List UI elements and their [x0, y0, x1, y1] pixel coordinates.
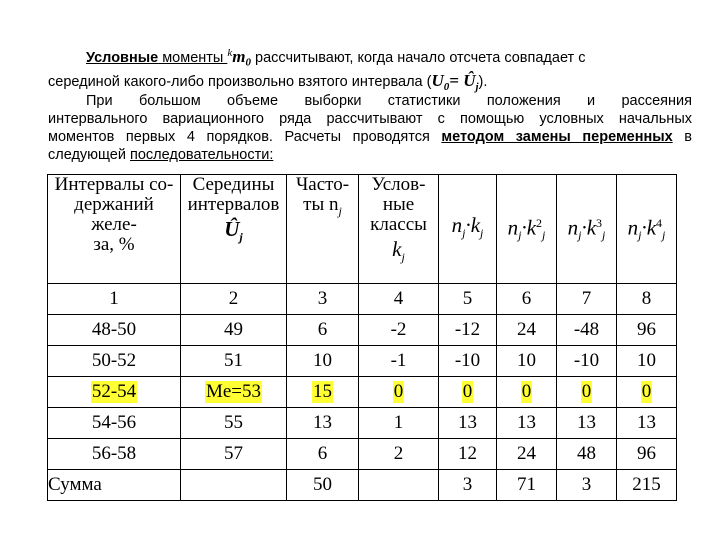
table-cell: [439, 346, 497, 377]
table-cell: [439, 315, 497, 346]
cell-value: 96: [637, 443, 656, 464]
symbol-uj: = Û: [449, 70, 476, 90]
cell-value: Сумма: [48, 474, 102, 495]
table-cell: [497, 346, 557, 377]
table-cell: [617, 284, 677, 315]
cell-value: 54-56: [91, 412, 137, 433]
table-cell: [287, 315, 359, 346]
header-midpoints: [181, 175, 287, 284]
cell-value: 13: [458, 412, 477, 433]
table-cell: [359, 470, 439, 501]
table-cell: [359, 377, 439, 408]
table-cell: [617, 346, 677, 377]
header-nk2-sub2: j: [542, 228, 546, 243]
header-midpoints-l1: Середины: [192, 174, 275, 195]
header-classes-symbol: k: [392, 237, 402, 261]
cell-value: 8: [641, 288, 652, 309]
header-midpoints-sub: j: [239, 229, 243, 244]
table-cell: [439, 377, 497, 408]
header-nk2-k: ·k: [521, 215, 537, 240]
text-p1-end: ).: [478, 73, 488, 90]
table-cell: [557, 315, 617, 346]
header-nk2-sub1: j: [518, 228, 522, 243]
header-frequencies-l1: Часто-: [295, 174, 350, 195]
table-cell: [617, 377, 677, 408]
cell-value: 13: [517, 412, 536, 433]
header-nk4-sup: 4: [656, 215, 663, 230]
table-row: [48, 315, 677, 346]
cell-value: 0: [521, 381, 532, 402]
header-nk4-sub2: j: [662, 228, 666, 243]
table-cell: [48, 377, 181, 408]
cell-value: 15: [313, 381, 332, 402]
cell-value: 3: [581, 474, 592, 495]
cell-value: 24: [517, 443, 536, 464]
cell-value: 52-54: [91, 381, 137, 402]
cell-value: 1: [109, 288, 119, 309]
table-row: [48, 284, 677, 315]
header-nk4: [617, 175, 677, 284]
table-cell: [48, 439, 181, 470]
header-frequencies-l2: ты n: [303, 194, 339, 215]
header-nk4-k: ·k: [641, 215, 657, 240]
text-moments: моменты: [158, 49, 228, 66]
cell-value: 96: [637, 319, 656, 340]
cell-value: 13: [577, 412, 596, 433]
table-row-total: [48, 470, 677, 501]
table-cell: [181, 377, 287, 408]
cell-value: -2: [390, 319, 407, 340]
header-nk2: [497, 175, 557, 284]
table-cell: [617, 470, 677, 501]
header-midpoints-l2: интервалов: [187, 194, 280, 215]
cell-value: -48: [573, 319, 600, 340]
header-classes: [359, 175, 439, 284]
term-conditional: Условные: [86, 49, 159, 66]
table-cell: [359, 284, 439, 315]
table-header-row: [48, 175, 677, 284]
header-frequencies-sub: j: [338, 203, 342, 218]
table-cell: [617, 315, 677, 346]
cell-value: 0: [462, 381, 473, 402]
table-cell: [439, 284, 497, 315]
cell-value: 24: [517, 319, 536, 340]
cell-value: 2: [228, 288, 239, 309]
paragraph-1: [48, 44, 692, 96]
table-cell: [497, 439, 557, 470]
table-cell: [181, 346, 287, 377]
cell-value: 6: [317, 319, 328, 340]
table-cell: [497, 408, 557, 439]
table-cell: [439, 408, 497, 439]
table-row: [48, 346, 677, 377]
header-nk3-k: ·k: [581, 215, 597, 240]
cell-value: 10: [637, 350, 656, 371]
header-nk2-n: n: [507, 215, 519, 240]
text-p2-line3-end: в: [672, 129, 692, 145]
symbol-k: k: [227, 47, 233, 59]
header-nk-sub2: j: [480, 225, 484, 240]
header-classes-l2: ные: [382, 194, 415, 215]
header-classes-l1: Услов-: [371, 174, 426, 195]
header-frequencies: [287, 175, 359, 284]
table-cell: [181, 408, 287, 439]
table-cell: [48, 408, 181, 439]
header-nk3: [557, 175, 617, 284]
text-p1-rest: рассчитывают, когда начало отсчета совпадает с: [251, 49, 586, 66]
text-p2-line2: интервального вариационного ряда рассчитывают с помощью условных начальных: [48, 111, 692, 127]
cell-value: 1: [393, 412, 404, 433]
table-cell: [287, 470, 359, 501]
text-sequence: последовательности:: [130, 147, 274, 163]
cell-value: -10: [454, 350, 481, 371]
header-nk2-sup: 2: [536, 215, 543, 230]
header-nk-k: ·k: [465, 213, 481, 238]
header-nk3-n: n: [567, 215, 579, 240]
table-cell: [181, 284, 287, 315]
table-cell: [359, 346, 439, 377]
cell-value: -10: [573, 350, 600, 371]
cell-value: 2: [393, 443, 404, 464]
cell-value: 49: [224, 319, 243, 340]
table-cell: [557, 377, 617, 408]
symbol-m: m: [232, 46, 246, 66]
cell-value: 48: [577, 443, 596, 464]
table-cell: [557, 439, 617, 470]
table-cell: [497, 284, 557, 315]
table-cell: [557, 470, 617, 501]
header-nk: [439, 175, 497, 284]
header-intervals-l4: за, %: [93, 234, 135, 255]
text-p2-line4: следующей: [48, 147, 131, 163]
header-intervals: [48, 175, 181, 284]
cell-value: 3: [462, 474, 473, 495]
table-cell: [48, 346, 181, 377]
header-intervals-l1: Интервалы со-: [54, 174, 174, 195]
table-cell: [497, 377, 557, 408]
table-cell: [48, 315, 181, 346]
header-nk3-sub2: j: [602, 228, 606, 243]
cell-value: 55: [224, 412, 243, 433]
table-cell: [617, 408, 677, 439]
header-nk4-sub1: j: [638, 228, 642, 243]
cell-value: 6: [317, 443, 328, 464]
table-cell: [359, 439, 439, 470]
cell-value: 5: [462, 288, 473, 309]
table-cell: [439, 470, 497, 501]
cell-value: 0: [641, 381, 652, 402]
table-cell: [181, 439, 287, 470]
table-cell: [557, 408, 617, 439]
cell-value: 4: [393, 288, 404, 309]
table-cell: [287, 284, 359, 315]
table-cell: [439, 439, 497, 470]
cell-value: 0: [581, 381, 592, 402]
cell-value: 6: [521, 288, 532, 309]
table-cell: [287, 377, 359, 408]
cell-value: -1: [390, 350, 407, 371]
header-classes-l3: классы: [370, 214, 427, 235]
cell-value: 10: [517, 350, 536, 371]
cell-value: 12: [458, 443, 477, 464]
cell-value: 50-52: [91, 350, 137, 371]
paragraph-2: [48, 92, 692, 164]
header-classes-sub: j: [401, 249, 405, 264]
header-intervals-l3: желе-: [91, 214, 137, 235]
table-cell: [48, 284, 181, 315]
cell-value: 56-58: [91, 443, 137, 464]
table-row: [48, 377, 677, 408]
cell-value: 48-50: [91, 319, 137, 340]
table-row: [48, 408, 677, 439]
header-nk3-sub1: j: [578, 228, 582, 243]
data-table: [47, 174, 677, 501]
cell-value: 7: [581, 288, 592, 309]
term-variable-substitution: методом замены переменных: [441, 129, 673, 145]
header-nk4-n: n: [627, 215, 639, 240]
cell-value: 215: [632, 474, 661, 495]
cell-value: 50: [313, 474, 332, 495]
cell-value: 3: [317, 288, 328, 309]
symbol-uj-sub: j: [475, 80, 479, 93]
cell-value: Me=53: [205, 381, 262, 402]
table-cell: [497, 470, 557, 501]
table-cell: [359, 315, 439, 346]
cell-value: 0: [393, 381, 404, 402]
cell-value: 13: [313, 412, 332, 433]
cell-value: -12: [454, 319, 481, 340]
cell-value: 57: [224, 443, 243, 464]
header-intervals-l2: держаний: [74, 194, 154, 215]
cell-value: 71: [517, 474, 536, 495]
table-cell: [181, 315, 287, 346]
table-cell: [557, 284, 617, 315]
cell-value: 13: [637, 412, 656, 433]
cell-value: 10: [313, 350, 332, 371]
text-p1-line2: серединой какого-либо произвольно взятого интервала (: [48, 73, 432, 90]
table-cell: [287, 346, 359, 377]
symbol-m-sub: 0: [245, 56, 251, 69]
text-p2-line1: При большом объеме выборки статистики положения и рассеяния: [86, 93, 692, 109]
table-cell: [359, 408, 439, 439]
cell-value: 51: [224, 350, 243, 371]
symbol-u0: U: [431, 70, 444, 90]
table-row: [48, 439, 677, 470]
table-cell: [557, 346, 617, 377]
header-midpoints-symbol: Û: [224, 217, 240, 241]
table-cell: [181, 470, 287, 501]
table-cell: [497, 315, 557, 346]
header-nk3-sup: 3: [596, 215, 603, 230]
table-cell: [617, 439, 677, 470]
table-cell: [287, 408, 359, 439]
symbol-u0-sub: 0: [443, 80, 450, 93]
text-p2-line3: моментов первых 4 порядков. Расчеты проводятся: [48, 129, 442, 145]
table-cell: [287, 439, 359, 470]
header-nk-n: n: [451, 213, 463, 238]
header-nk-sub1: j: [462, 225, 466, 240]
table-cell: [48, 470, 181, 501]
